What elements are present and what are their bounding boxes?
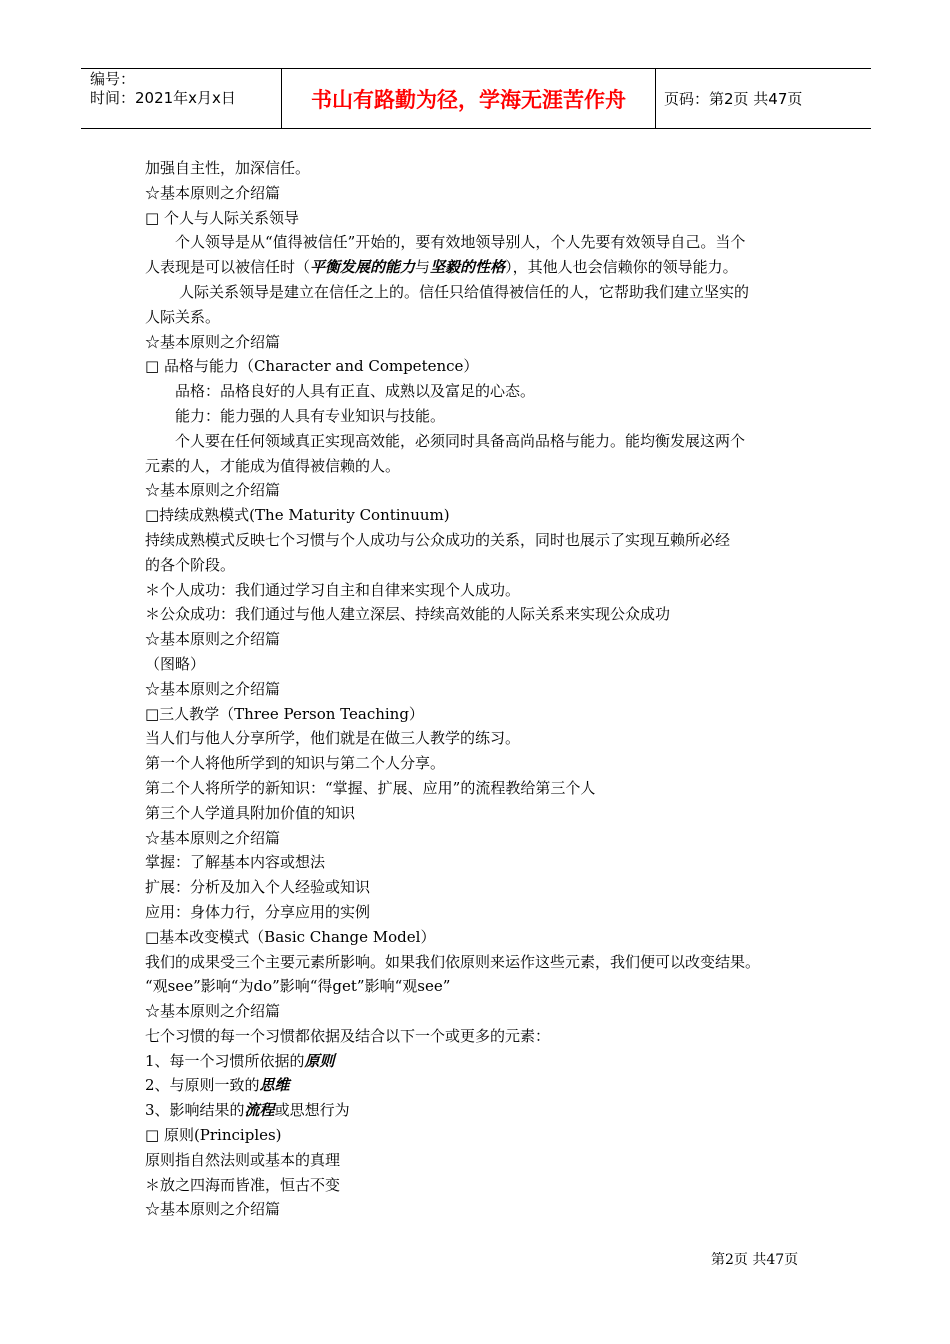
- subsection-heading: □ 原则(Principles): [145, 1126, 282, 1145]
- text-line: 掌握：了解基本内容或想法: [145, 853, 326, 872]
- section-heading: ☆基本原则之介绍篇: [145, 679, 281, 698]
- section-heading: ☆基本原则之介绍篇: [145, 1002, 281, 1021]
- section-heading: ☆基本原则之介绍篇: [145, 1200, 281, 1219]
- text-span: 与: [415, 258, 431, 277]
- emphasis-text: 思维: [259, 1076, 290, 1095]
- subsection-heading: □ 品格与能力（Character and Competence）: [145, 357, 479, 376]
- list-item: [145, 1049, 825, 1074]
- text-line: “观see”影响“为do”影响“得get”影响“观see”: [145, 977, 451, 996]
- header-page-label: 页码：第2页 共47页: [664, 90, 803, 108]
- text-line: 扩展：分析及加入个人经验或知识: [145, 878, 371, 897]
- bullet-item: ＊个人成功：我们通过学习自主和自律来实现个人成功。: [145, 580, 521, 599]
- header-meta: [90, 70, 275, 108]
- text-line: 人际关系领导是建立在信任之上的。信任只给值得被信任的人，它帮助我们建立坚实的: [179, 282, 750, 301]
- emphasis-text: 平衡发展的能力: [310, 258, 416, 277]
- text-line: 应用：身体力行，分享应用的实例: [145, 902, 371, 921]
- text-span: 2、与原则一致的: [145, 1076, 260, 1095]
- text-line: 当人们与他人分享所学，他们就是在做三人教学的练习。: [145, 729, 521, 748]
- text-span: 或思想行为: [274, 1101, 350, 1120]
- text-line: 第一个人将他所学到的知识与第二个人分享。: [145, 754, 446, 773]
- text-line: 七个习惯的每一个习惯都依据及结合以下一个或更多的元素：: [145, 1026, 551, 1045]
- section-heading: ☆基本原则之介绍篇: [145, 332, 281, 351]
- header-divider-right: [655, 68, 656, 129]
- header-motto: 书山有路勤为径，学海无涯苦作舟: [311, 87, 626, 112]
- text-line: 加强自主性，加深信任。: [145, 159, 311, 177]
- text-span: ），其他人也会信赖你的领导能力。: [505, 258, 738, 277]
- text-line: 的各个阶段。: [145, 555, 236, 574]
- document-body: [145, 156, 825, 1222]
- text-line: （图略）: [145, 654, 206, 673]
- serial-label: 编号：: [90, 70, 136, 88]
- list-item: [145, 1073, 825, 1098]
- section-heading: ☆基本原则之介绍篇: [145, 183, 281, 202]
- text-span: 人表现是可以被信任时（: [145, 258, 311, 277]
- text-span: 3、影响结果的: [145, 1101, 245, 1120]
- page-footer: 第2页 共47页: [711, 1252, 799, 1268]
- section-heading: ☆基本原则之介绍篇: [145, 630, 281, 649]
- list-item: [145, 1098, 825, 1123]
- text-line: 能力：能力强的人具有专业知识与技能。: [175, 406, 446, 425]
- emphasis-text: 坚毅的性格: [430, 258, 506, 277]
- subsection-heading: □ 个人与人际关系领导: [145, 208, 299, 227]
- text-line: 人际关系。: [145, 307, 221, 326]
- text-span: 1、每一个习惯所依据的: [145, 1051, 305, 1070]
- text-line: 第二个人将所学的新知识：“掌握、扩展、应用”的流程教给第三个人: [145, 778, 596, 797]
- section-heading: ☆基本原则之介绍篇: [145, 481, 281, 500]
- subsection-heading: □三人教学（Three Person Teaching）: [145, 704, 424, 723]
- emphasis-text: 流程: [244, 1101, 275, 1120]
- subsection-heading: □基本改变模式（Basic Change Model）: [145, 927, 436, 946]
- text-line: 元素的人，才能成为值得被信赖的人。: [145, 456, 401, 475]
- text-line-mixed: [145, 255, 825, 280]
- bullet-item: ＊公众成功：我们通过与他人建立深层、持续高效能的人际关系来实现公众成功: [145, 605, 671, 624]
- emphasis-text: 原则: [304, 1051, 335, 1070]
- text-line: 个人要在任何领域真正实现高效能，必须同时具备高尚品格与能力。能均衡发展这两个: [175, 431, 746, 450]
- text-line: 第三个人学道具附加价值的知识: [145, 803, 356, 822]
- text-line: 品格：品格良好的人具有正直、成熟以及富足的心态。: [175, 382, 536, 401]
- text-line: 原则指自然法则或基本的真理: [145, 1150, 341, 1169]
- subsection-heading: □持续成熟模式(The Maturity Continuum): [145, 506, 450, 525]
- bullet-item: ＊放之四海而皆准，恒古不变: [145, 1175, 341, 1194]
- text-line: 个人领导是从“值得被信任”开始的，要有效地领导别人，个人先要有效领导自己。当个: [175, 233, 746, 252]
- section-heading: ☆基本原则之介绍篇: [145, 828, 281, 847]
- text-line: 持续成熟模式反映七个习惯与个人成功与公众成功的关系，同时也展示了实现互赖所必经: [145, 530, 731, 549]
- text-line: 我们的成果受三个主要元素所影响。如果我们依原则来运作这些元素，我们便可以改变结果。: [145, 952, 761, 971]
- time-label: 时间：2021年x月x日: [90, 89, 236, 107]
